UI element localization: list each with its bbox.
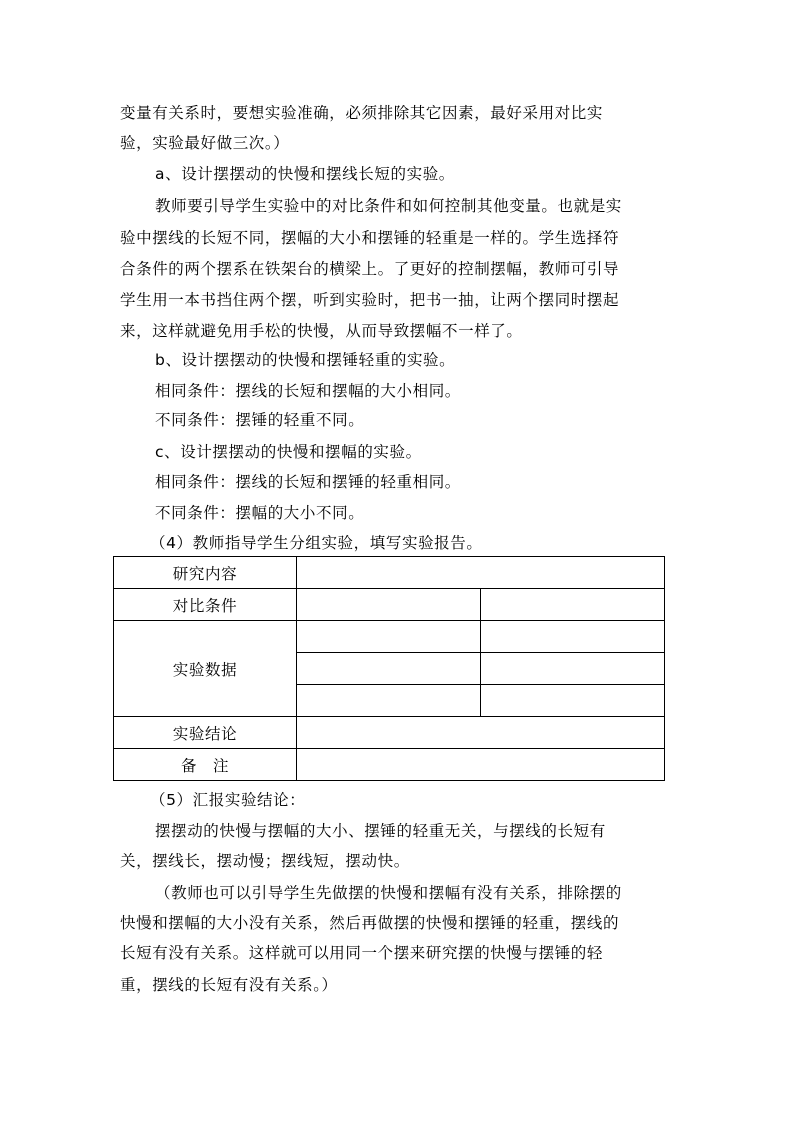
text-line: （5）汇报实验结论：: [150, 791, 306, 809]
text-line: 教师要引导学生实验中的对比条件和如何控制其他变量。也就是实: [155, 197, 622, 215]
data-cell: [297, 685, 481, 717]
research-content-label: 研究内容: [114, 557, 297, 589]
data-cell: [297, 621, 481, 653]
data-cell: [481, 621, 665, 653]
text-line: 来，这样就避免用手松的快慢，从而导致摆幅不一样了。: [120, 322, 523, 340]
text-line: c、设计摆摆动的快慢和摆幅的实验。: [155, 443, 422, 461]
data-cell: [481, 653, 665, 685]
compare-cell: [297, 589, 481, 621]
compare-cell: [481, 589, 665, 621]
conclusion-cell: [297, 717, 665, 749]
text-line: 快慢和摆幅的大小没有关系，然后再做摆的快慢和摆锤的轻重，摆线的: [120, 914, 620, 932]
data-cell: [481, 685, 665, 717]
text-line: 重，摆线的长短有没有关系。）: [120, 976, 338, 994]
text-line: 不同条件：摆锤的轻重不同。: [155, 411, 365, 429]
text-line: 不同条件：摆幅的大小不同。: [155, 504, 365, 522]
research-content-cell: [297, 557, 665, 589]
text-line: 验，实验最好做三次。）: [120, 134, 290, 152]
notes-cell: [297, 749, 665, 781]
text-line: 关，摆线长，摆动慢；摆线短，摆动快。: [120, 852, 410, 870]
experiment-data-label: 实验数据: [114, 621, 297, 717]
text-line: 验中摆线的长短不同，摆幅的大小和摆锤的轻重是一样的。学生选择符: [120, 229, 620, 247]
text-line: 学生用一本书挡住两个摆，听到实验时，把书一抽，让两个摆同时摆起: [120, 291, 620, 309]
text-line: a、设计摆摆动的快慢和摆线长短的实验。: [155, 165, 455, 183]
conclusion-label: 实验结论: [114, 717, 297, 749]
text-line: 摆摆动的快慢与摆幅的大小、摆锤的轻重无关，与摆线的长短有: [155, 822, 606, 840]
data-cell: [297, 653, 481, 685]
text-line: b、设计摆摆动的快慢和摆锤轻重的实验。: [155, 351, 456, 369]
text-line: 相同条件：摆线的长短和摆幅的大小相同。: [155, 382, 461, 400]
experiment-report-table: [113, 556, 665, 781]
notes-label: 备 注: [114, 749, 297, 781]
text-line: 相同条件：摆线的长短和摆锤的轻重相同。: [155, 473, 461, 491]
text-line: （教师也可以引导学生先做摆的快慢和摆幅有没有关系，排除摆的: [155, 884, 622, 902]
text-line: 长短有没有关系。这样就可以用同一个摆来研究摆的快慢与摆锤的轻: [120, 944, 604, 962]
text-line: 变量有关系时，要想实验准确，必须排除其它因素，最好采用对比实: [120, 104, 604, 122]
text-line: 合条件的两个摆系在铁架台的横梁上。了更好的控制摆幅，教师可引导: [120, 260, 620, 278]
compare-conditions-label: 对比条件: [114, 589, 297, 621]
text-line: （4）教师指导学生分组实验，填写实验报告。: [150, 534, 483, 552]
